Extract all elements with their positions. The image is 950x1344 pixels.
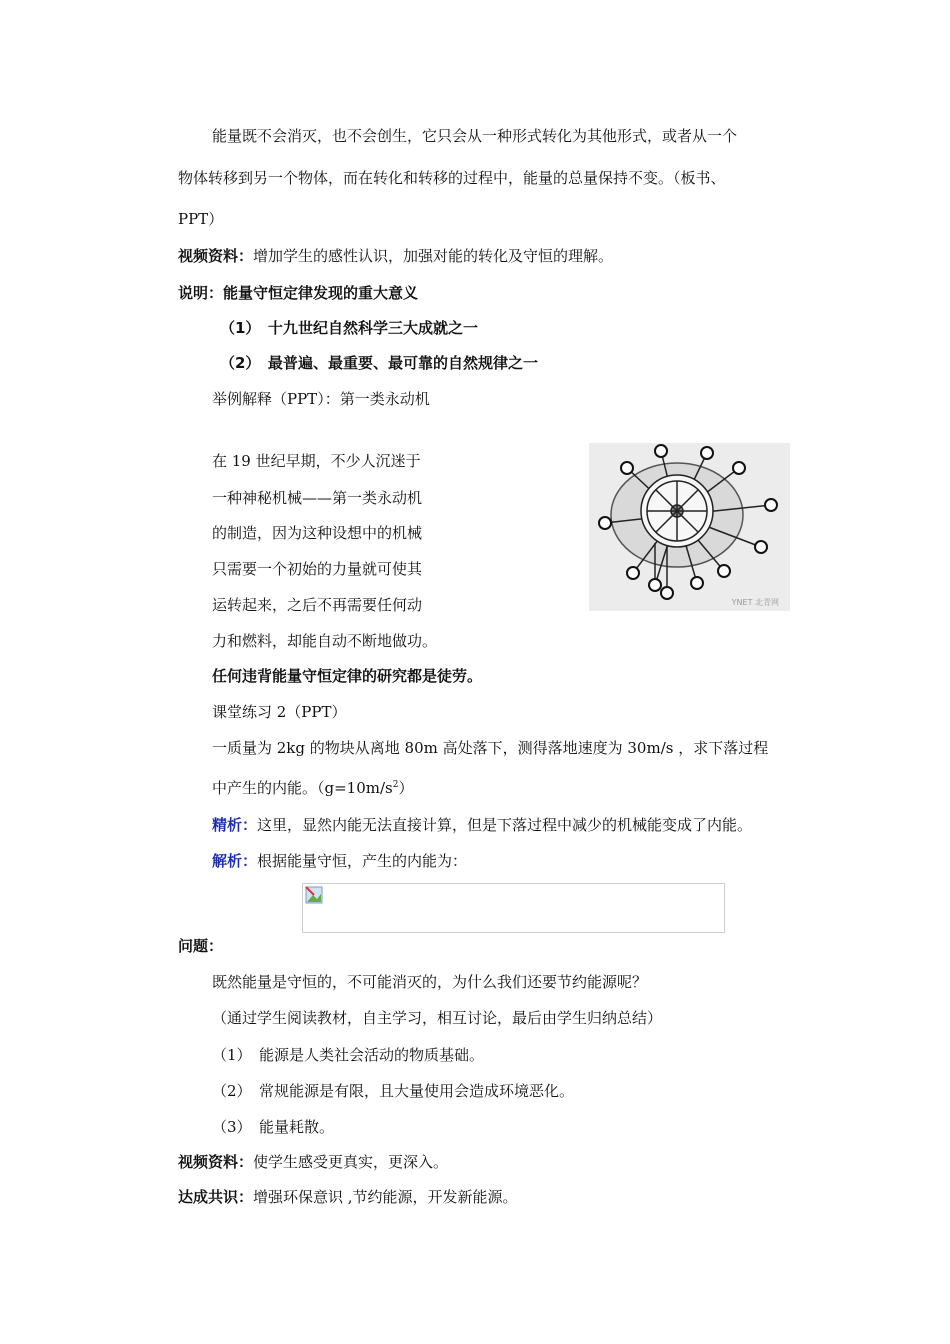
exercise-line-2 [212, 778, 413, 798]
video-text: 使学生感受更真实，更深入。 [253, 1153, 449, 1171]
formula-image-placeholder [302, 883, 725, 933]
perpetual-motion-machine-image [589, 443, 790, 611]
video-text: 增加学生的感性认识，加强对能的转化及守恒的理解。 [253, 247, 614, 265]
exercise-line-1: 一质量为 2kg 的物块从离地 80m 高处落下，测得落地速度为 30m/s ，求下落过程 [212, 739, 769, 757]
exercise-heading: 课堂练习 2（PPT） [212, 703, 347, 721]
machine-text-line: 力和燃料，却能自动不断地做功。 [212, 632, 438, 650]
example-heading: 举例解释（PPT）：第一类永动机 [212, 390, 430, 408]
machine-text-line: 运转起来，之后不再需要任何动 [212, 596, 423, 614]
analysis-line-2 [212, 851, 467, 871]
question-heading: 问题： [178, 937, 224, 955]
conclusion-statement: 任何违背能量守恒定律的研究都是徒劳。 [212, 667, 483, 685]
exponent: 2 [392, 780, 399, 790]
question-item: （2） 常规能源是有限，且大量使用会造成环境恶化。 [212, 1082, 575, 1100]
significance-heading: 说明：能量守恒定律发现的重大意义 [178, 284, 419, 302]
exercise-line-2-end: ） [398, 779, 414, 797]
para-line-3: PPT） [178, 210, 224, 228]
consensus-text: 增强环保意识 ,节约能源，开发新能源。 [253, 1188, 518, 1206]
exercise-line-2-text: 中产生的内能。（g=10m/s [212, 779, 393, 797]
video-note-2 [178, 1152, 448, 1172]
para-line-2: 物体转移到另一个物体，而在转化和转移的过程中，能量的总量保持不变。（板书、 [178, 169, 726, 187]
analysis-text-1: 这里，显然内能无法直接计算，但是下落过程中减少的机械能变成了内能。 [257, 816, 753, 834]
consensus-line [178, 1187, 518, 1207]
video-label: 视频资料： [178, 1153, 254, 1171]
video-note-1 [178, 246, 613, 266]
machine-text-line: 在 19 世纪早期，不少人沉迷于 [212, 452, 421, 470]
question-line-1: 既然能量是守恒的，不可能消灭的，为什么我们还要节约能源呢？ [212, 973, 648, 991]
analysis-text-2: 根据能量守恒，产生的内能为： [257, 852, 468, 870]
question-line-2: （通过学生阅读教材，自主学习，相互讨论，最后由学生归纳总结） [212, 1009, 663, 1027]
question-item: （3） 能量耗散。 [212, 1118, 335, 1136]
question-item: （1） 能源是人类社会活动的物质基础。 [212, 1046, 485, 1064]
para-line-1: 能量既不会消灭，也不会创生，它只会从一种形式转化为其他形式，或者从一个 [212, 127, 738, 145]
image-watermark: YNET 北青网 [731, 598, 779, 607]
analysis-line-1 [212, 815, 752, 835]
video-label: 视频资料： [178, 247, 254, 265]
analysis-label-1: 精析： [212, 816, 258, 834]
machine-text-line: 的制造，因为这种设想中的机械 [212, 524, 423, 542]
machine-text-line: 只需要一个初始的力量就可使其 [212, 560, 423, 578]
machine-text-line: 一种神秘机械——第一类永动机 [212, 489, 423, 507]
significance-item-1: （1） 十九世纪自然科学三大成就之一 [220, 319, 478, 337]
significance-item-2: （2） 最普遍、最重要、最可靠的自然规律之一 [220, 354, 538, 372]
broken-image-icon [305, 886, 323, 904]
analysis-label-2: 解析： [212, 852, 258, 870]
consensus-label: 达成共识： [178, 1188, 254, 1206]
